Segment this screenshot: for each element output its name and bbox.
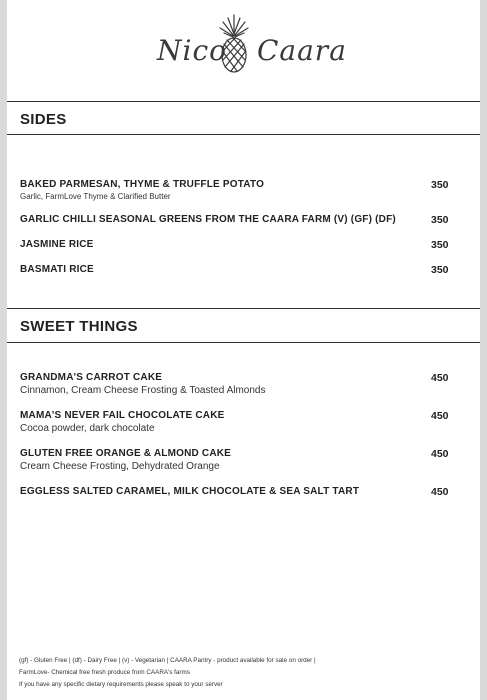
menu-item-name: GRANDMA'S CARROT CAKE	[20, 372, 163, 383]
menu-item-name: BASMATI RICE	[20, 264, 94, 275]
farmlove-note: FarmLove- Chemical free fresh produce from CAARA's farms	[19, 669, 190, 676]
menu-item-price: 350	[431, 179, 449, 191]
menu-item-price: 450	[431, 448, 449, 460]
menu-item-name: BAKED PARMESAN, THYME & TRUFFLE POTATO	[20, 179, 265, 190]
menu-item-description: Garlic, FarmLove Thyme & Clarified Butter	[20, 192, 171, 201]
menu-item-name: MAMA'S NEVER FAIL CHOCOLATE CAKE	[20, 410, 225, 421]
restaurant-logo	[157, 12, 347, 74]
menu-item-name: GLUTEN FREE ORANGE & ALMOND CAKE	[20, 448, 232, 459]
menu-item-price: 450	[431, 486, 449, 498]
section-divider-top-sweet	[7, 308, 480, 309]
menu-item-name: EGGLESS SALTED CARAMEL, MILK CHOCOLATE & SEA SALT TART	[20, 486, 360, 497]
menu-item-price: 450	[431, 372, 449, 384]
section-divider-sweet	[7, 342, 480, 343]
logo-text-right: Caara	[257, 34, 347, 67]
menu-item-description: Cream Cheese Frosting, Dehydrated Orange	[20, 461, 220, 472]
menu-item-price: 350	[431, 264, 449, 276]
menu-header	[7, 0, 480, 102]
menu-item-price: 350	[431, 214, 449, 226]
menu-item-price: 450	[431, 410, 449, 422]
section-title-sides: SIDES	[20, 111, 67, 128]
header-divider	[7, 101, 480, 102]
menu-item-name: GARLIC CHILLI SEASONAL GREENS FROM THE CAARA FARM (V) (GF) (DF)	[20, 214, 396, 225]
pineapple-icon	[215, 12, 253, 74]
dietary-legend: (gf) - Gluten Free | (df) - Dairy Free | (v) - Vegetarian | CAARA Pantry - product available for sale on order |	[19, 657, 316, 664]
menu-page	[7, 0, 480, 700]
menu-item-price: 350	[431, 239, 449, 251]
menu-item-description: Cocoa powder, dark chocolate	[20, 423, 155, 434]
section-divider-sides	[7, 134, 480, 135]
menu-item-name: JASMINE RICE	[20, 239, 94, 250]
dietary-requirements-note: If you have any specific dietary requirements please speak to your server	[19, 681, 223, 688]
logo-text-left: Nico	[157, 34, 227, 67]
menu-item-description: Cinnamon, Cream Cheese Frosting & Toasted Almonds	[20, 385, 266, 396]
section-title-sweet-things: SWEET THINGS	[20, 318, 138, 335]
